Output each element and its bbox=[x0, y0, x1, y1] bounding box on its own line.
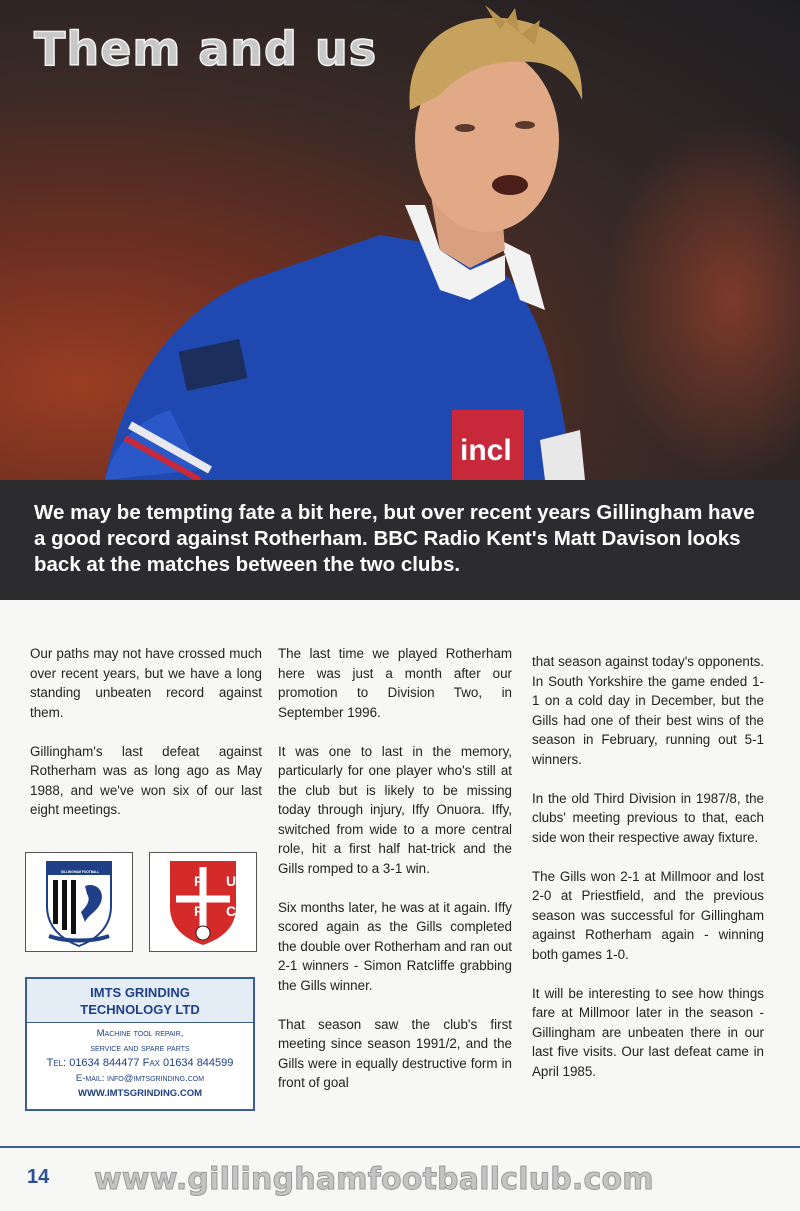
paragraph: That season saw the club's first meeting since season 1991/2, and the Gills were in equally destructive form in front of goal bbox=[278, 1016, 512, 1090]
advert-email: E-mail: info@imtsgrinding.com bbox=[75, 1073, 205, 1084]
advert-header bbox=[27, 979, 253, 1023]
advert-web: WWW.IMTSGRINDING.COM bbox=[77, 1088, 202, 1099]
paragraph: It will be interesting to see how things fare at Millmoor later in the season - Gillingham are unbeaten there in our last five visits. Our last defeat came in April 1985. bbox=[532, 985, 764, 1079]
advert-service-line2: service and spare parts bbox=[90, 1043, 190, 1054]
paragraph: that season against today's opponents. In South Yorkshire the game ended 1-1 on a cold day in December, but the Gills had one of their best wins of the season in February, running out 5-1 winners. bbox=[532, 654, 764, 767]
crest-letter-c: C bbox=[226, 903, 237, 919]
rotherham-crest bbox=[149, 852, 257, 952]
paragraph: The Gills won 2-1 at Millmoor and lost 2-0 at Priestfield, and the previous season was successful for Gillingham against Rotherham again - winning both games 1-0. bbox=[532, 868, 764, 962]
column-2 bbox=[278, 644, 512, 1112]
paragraph: It was one to last in the memory, particularly for one player who's still at the club but is likely to be missing today through injury, Iffy Onuora. Iffy, switched from wide to a more central role, hit a first half hat-trick and the Gills romped to a 3-1 win. bbox=[278, 743, 512, 876]
paragraph: Gillingham's last defeat against Rotherham was as long ago as May 1988, and we've won six of our last eight meetings. bbox=[30, 743, 262, 817]
paragraph: Six months later, he was at it again. Iffy scored again as the Gills completed the double over Rotherham and ran out 2-1 winners - Simon Ratcliffe grabbing the Gills winner. bbox=[278, 899, 512, 993]
standfirst-text: We may be tempting fate a bit here, but over recent years Gillingham have a good record against Rotherham. BBC Radio Kent's Matt Davison looks back at the matches between the two clubs. bbox=[34, 501, 755, 576]
advert-company-line2: TECHNOLOGY LTD bbox=[80, 1002, 200, 1017]
column-1 bbox=[30, 644, 262, 839]
advert-service-line1: Machine tool repair, bbox=[96, 1028, 184, 1039]
paragraph: The last time we played Rotherham here was just a month after our promotion to Division Two, in September 1996. bbox=[278, 646, 512, 720]
svg-text:incl: incl bbox=[460, 434, 512, 467]
paragraph: Our paths may not have crossed much over recent years, but we have a long standing unbeaten record against them. bbox=[30, 646, 262, 720]
crest-letter-f: F bbox=[194, 903, 203, 919]
paragraph: In the old Third Division in 1987/8, the clubs' meeting previous to that, each side won their respective away fixture. bbox=[532, 790, 764, 845]
advert-body bbox=[27, 1023, 253, 1101]
footer-url: www.gillinghamfootballclub.com bbox=[94, 1162, 654, 1197]
standfirst-band bbox=[0, 480, 800, 600]
page-number: 14 bbox=[27, 1166, 50, 1188]
hero-photo bbox=[0, 0, 800, 480]
gillingham-crest bbox=[25, 852, 133, 952]
advert-imts bbox=[25, 977, 255, 1111]
page-title: Them and us bbox=[34, 22, 378, 76]
gillingham-crest-text: GILLINGHAM FOOTBALL CLUB bbox=[60, 870, 100, 879]
advert-phones: Tel: 01634 844477 Fax 01634 844599 bbox=[46, 1057, 234, 1069]
column-3 bbox=[532, 652, 764, 1101]
advert-company-line1: IMTS GRINDING bbox=[90, 985, 190, 1000]
crest-letter-u: U bbox=[226, 873, 237, 889]
crest-letter-r: R bbox=[194, 873, 205, 889]
rotherham-badge-icon bbox=[166, 857, 240, 947]
footer-rule bbox=[0, 1146, 800, 1148]
